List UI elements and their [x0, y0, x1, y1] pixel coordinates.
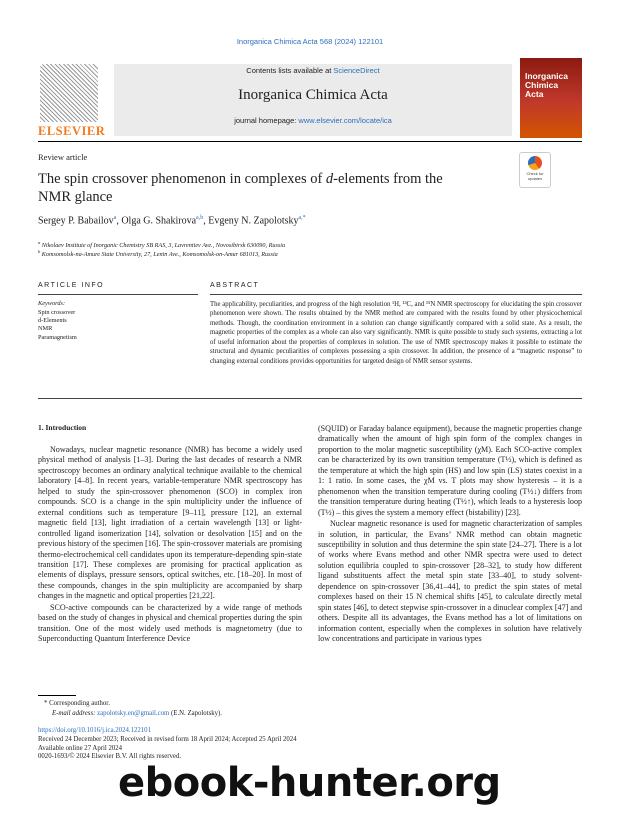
- abstract-bottom-rule: [38, 398, 582, 399]
- article-title: [38, 170, 478, 206]
- affiliation: [38, 249, 278, 258]
- keyword: Paramagnetism: [38, 333, 77, 341]
- affiliation: [38, 240, 285, 249]
- elsevier-logo: [38, 64, 106, 142]
- email-suffix: (E.N. Zapolotsky).: [169, 710, 222, 717]
- footnote-label: Corresponding author.: [49, 700, 110, 707]
- author-list: Sergey P. Babailov$^a$, Olga G. Shakirova$^{a,b}$, Evgeny N. Zapolotsky$^{a,*}$: [38, 215, 306, 227]
- keywords-label: Keywords:: [38, 300, 66, 307]
- cover-line-1: Inorganica: [525, 71, 568, 81]
- copyright-line: 0020-1693/© 2024 Elsevier B.V. All rights reserved.: [38, 753, 182, 761]
- author-name[interactable]: Olga G. Shakirova: [121, 215, 197, 227]
- affiliation-text: Nikolaev Institute of Inorganic Chemistry SB RAS, 3, Lavrentiev Ave., Novosibirsk 630090, Russia: [41, 242, 286, 250]
- sciencedirect-link[interactable]: ScienceDirect: [333, 66, 380, 75]
- title-part-1: The spin crossover phenomenon in complexes of: [38, 171, 326, 187]
- body-paragraph: Nuclear magnetic resonance is used for magnetic characterization of samples in solution, in particular, the Evans’ NMR method can obtain magnetic susceptibility in solution and thus determine the spin state [24–27]. There is a lot of works where Evans method and other NMR spectra were used to detect solution equilibria coupled to spin-crossover [28–32], to study how different ligand substituents affect the metal spin state [33–40], to study solvent-dependence on spin-crossover [36,41–44], to predict the spin states of metal complexes based on their 15 N chemical shifts [45], to calculate directly metal spin states [46], to detect stepwise spin-crossover in a dinuclear complex [47] and others. Despite all its advantages, the Evans method has a lot of limitations on information content, especially when the complexes in solution have relatively low concentrations and participate in various types: [318, 519, 582, 644]
- cover-line-2: Chimica: [525, 80, 559, 90]
- footnote-rule: [38, 695, 76, 696]
- homepage-link[interactable]: www.elsevier.com/locate/ica: [298, 116, 392, 125]
- body-paragraph: Nowadays, nuclear magnetic resonance (NMR) has become a widely used physical method of analysis [1–3]. During the last decades of research a NMR spectroscopy becomes an ordinary analytical technique available to the chemical laboratory [4–8]. In recent years, variable-temperature NMR spectroscopy has helped to study the spin-crossover phenomenon (SCO) in complex iron compounds. SCO is a change in the spin multiplicity under the influence of external conditions such as temperature [9–11], pressure [12], an external magnetic field [13], light irradiation of a certain wavelength [13] or light-controlled ligand isomerization [14], solvation or desolvation [15] and on the previous history of the specimen [16]. The spin-crossover materials are promising thermo-electrochemical cell candidates upon its temperature-depending spin-state transition [17]. These complexes are promising for practical application as elements of displays, pressure sensors, optical switches, etc. [18–20]. In most of these compounds, changes in the spin multiplicity are accompanied by sharp changes in the magnetic and optical properties [21,22].: [38, 445, 302, 601]
- abstract-rule: [210, 294, 582, 295]
- elsevier-tree-icon: [40, 64, 98, 122]
- article-info-rule: [38, 294, 198, 295]
- article-history: [38, 727, 297, 762]
- affiliation-text: Komsomolsk-na-Amure State University, 27, Lenin Ave., Komsomolsk-on-Amur 681013, Russia: [41, 251, 278, 259]
- homepage-line: [114, 116, 512, 125]
- affiliation-marker: b: [38, 249, 41, 254]
- author-email-link[interactable]: zapolotsky.en@gmail.com: [97, 710, 170, 717]
- body-paragraph: (SQUID) or Faraday balance equipment), because the magnetic properties change dramatically when the amount of high spin form of the complex changes in proportion to the molar magnetic susceptibility (χM). Each SCO-active complex can be characterized by its own transition temperature (T½), which is defined as the temperature at which the high spin (HS) and low spin (LS) states coexist in a 1: 1 ratio. In some cases, the χM vs. T plots may show hysteresis – it is a phenomenon when the transition temperature during cooling (T½↓) differs from the transition temperature during heating (T½↑), which leads to a hysteresis loop (T½) – this gives the system a memory effect (bistability) [23].: [318, 424, 582, 517]
- footnote-marker: *: [44, 700, 48, 707]
- keyword: d-Elements: [38, 317, 67, 325]
- check-updates-line-1: Check for: [526, 171, 544, 176]
- author-affiliation-marker[interactable]: a,b: [196, 215, 204, 221]
- watermark: ebook-hunter.org: [118, 760, 501, 806]
- crossmark-icon: [528, 156, 542, 170]
- article-info-heading: ARTICLE INFO: [38, 282, 105, 289]
- author-name[interactable]: Sergey P. Babailov: [38, 215, 114, 227]
- abstract-heading: ABSTRACT: [210, 282, 260, 289]
- header-divider: [38, 141, 582, 142]
- homepage-prefix: journal homepage:: [234, 116, 299, 125]
- check-updates-line-2: updates: [527, 176, 543, 181]
- email-label: E-mail address:: [52, 710, 98, 717]
- keyword-list: [38, 309, 77, 342]
- keyword: Spin crossover: [38, 309, 76, 316]
- body-column-right: [318, 424, 582, 645]
- journal-cover-image: [520, 58, 582, 138]
- history-line: Available online 27 April 2024: [38, 744, 123, 752]
- contents-prefix: Contents lists available at: [246, 66, 334, 75]
- author-affiliation-marker[interactable]: a: [113, 215, 117, 221]
- elsevier-wordmark: ELSEVIER: [38, 124, 106, 138]
- journal-header: [38, 58, 582, 140]
- section-heading-introduction: 1. Introduction: [38, 423, 87, 432]
- body-column-left: [38, 445, 302, 645]
- journal-info-box: [114, 64, 512, 136]
- corresponding-author-footnote: [44, 700, 110, 707]
- title-part-2: -elements from the NMR glance: [38, 171, 443, 205]
- keyword: NMR: [38, 325, 53, 333]
- cover-line-3: Acta: [525, 89, 544, 99]
- doi-link[interactable]: https://doi.org/10.1016/j.ica.2024.122101: [38, 727, 151, 734]
- abstract-text: The applicability, peculiarities, and progress of the high resolution ¹H, ¹³C, and ¹⁵N NMR spectroscopy for elucidating the spin crossover phenomenon were shown. The results obtained by the NMR method are compared with the results found by other physicochemical methods. Though, the coordination environment in a solution can change significantly compared with a solid state. As a result, the magnetic properties of the complex as a whole can also vary significantly. NMR is quite possible to study such systems, extracting a lot of useful information about the properties of complexes in solution. The use of NMR spectroscopy makes it possible to estimate the structural and dynamic peculiarities of complexes possessing a spin crossover. In addition, the presence of a “magnetic response” to changing external conditions provides opportunities for targeted design of NMR sensor systems.: [210, 301, 582, 365]
- history-line: Received 24 December 2023; Received in revised form 18 April 2024; Accepted 25 April 2024: [38, 735, 297, 743]
- journal-citation[interactable]: Inorganica Chimica Acta 568 (2024) 122101: [236, 37, 384, 46]
- check-for-updates-button[interactable]: [519, 152, 551, 188]
- body-paragraph: SCO-active compounds can be characterized by a wide range of methods based on the study of changes in physical and chemical properties during the spin transition. One of the most widely used methods is magnetometry (due to Superconducting Quantum Interference Device: [38, 602, 302, 644]
- journal-title: Inorganica Chimica Acta: [238, 87, 388, 103]
- article-type: Review article: [38, 152, 88, 162]
- affiliation-marker: a: [38, 240, 41, 245]
- title-italic: d: [325, 171, 334, 187]
- contents-line: [114, 66, 512, 75]
- author-affiliation-marker[interactable]: a,*: [298, 215, 306, 221]
- email-footnote: [52, 710, 222, 717]
- author-name[interactable]: Evgeny N. Zapolotsky: [208, 215, 299, 227]
